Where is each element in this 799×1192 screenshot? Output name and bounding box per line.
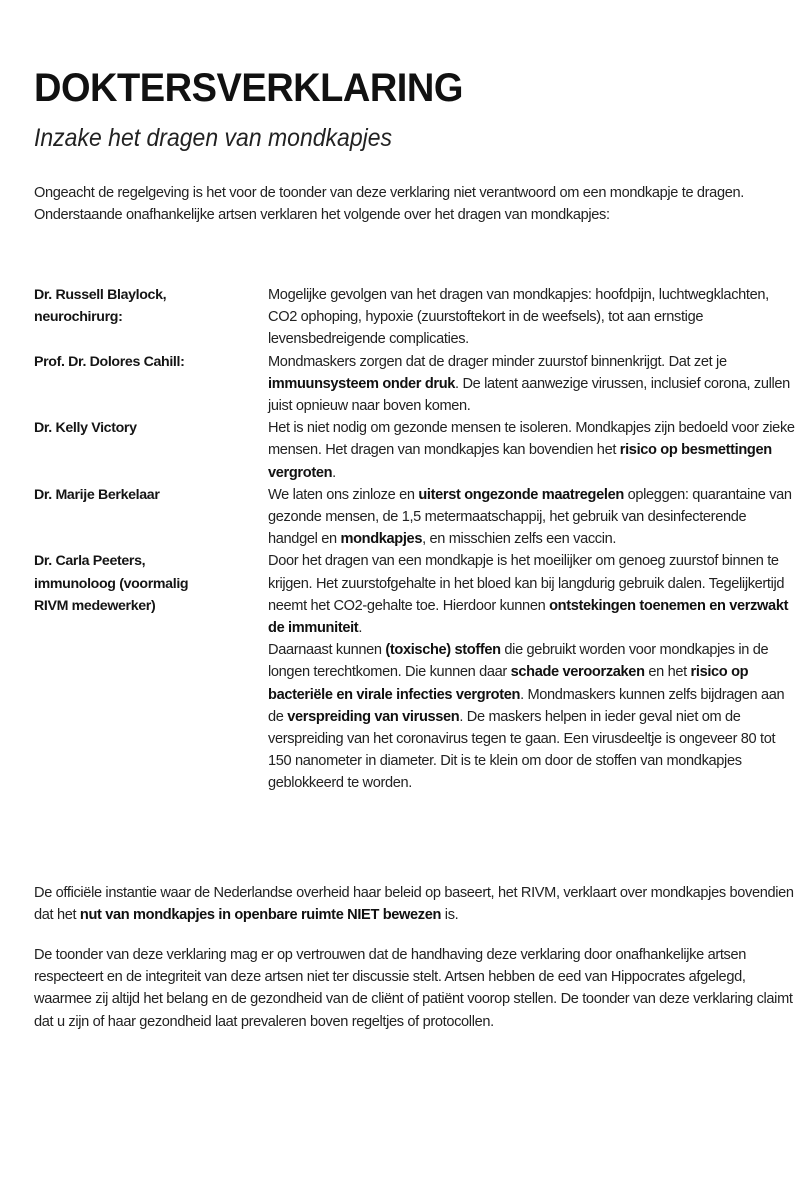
doctor-name: Prof. Dr. Dolores Cahill: bbox=[34, 353, 185, 370]
emphasis: risico op besmettingen vergroten bbox=[268, 442, 772, 481]
doctor-name: Dr. Kelly Victory bbox=[34, 420, 137, 437]
document-title: DOKTERSVERKLARING bbox=[34, 66, 463, 110]
statement-berkelaar bbox=[34, 484, 799, 551]
emphasis: mondkapjes bbox=[340, 531, 423, 548]
closing-paragraph: De toonder van deze verklaring mag er op vertrouwen dat de handhaving deze verklaring door onafhankelijke artsen respecteert en de integriteit van deze artsen niet ter discussie stelt. Artsen hebben de eed van Hippocrates afgelegd, waarmee zij altijd het belang en de gezondheid van de cliënt of patiënt voorop stellen. De toonder van deze verklaring claimt dat u zijn of haar gezondheid laat prevaleren boven regeltjes of protocollen. bbox=[34, 947, 793, 1030]
emphasis: verspreiding van virussen bbox=[287, 708, 460, 725]
emphasis: schade veroorzaken bbox=[510, 664, 645, 681]
emphasis: risico op bacteriële en virale infecties vergroten bbox=[268, 664, 749, 703]
emphasis: ontstekingen toenemen en verzwakt de immuniteit bbox=[268, 597, 789, 637]
doctor-name: Dr. Carla Peeters, immunoloog (voormalig RIVM medewerker) bbox=[34, 553, 189, 614]
doctor-name: Dr. Russell Blaylock, neurochirurg: bbox=[34, 287, 167, 326]
statement-text: Door het dragen van een mondkapje is het moeilijker om genoeg zuurstof binnen te krijgen. Het zuurstofgehalte in het bloed kan bij langdurig gebruik dalen. Tegelijkertijd neemt het CO2-gehalte toe. Hierdoor kunnen ontstekingen toenemen en verzwakt de immuniteit. Daarnaast kunnen (toxische) stoffen die gebruikt worden voor mondkapjes in de longen terechtkomen. Die kunnen daar schade veroorzaken en het risico op bacteriële en virale infecties vergroten. Mondmaskers kunnen zelfs bijdragen aan de verspreiding van virussen. De maskers helpen in ieder geval niet om de verspreiding van het coronavirus tegen te gaan. Een virusdeeltje is ongeveer 80 tot 150 nanometer in diameter. Dit is te klein om door de stoffen van mondkapjes geblokkeerd te worden. bbox=[268, 553, 789, 792]
statement-victory bbox=[34, 417, 799, 484]
statement-blaylock bbox=[34, 284, 799, 351]
statement-cahill bbox=[34, 351, 799, 418]
intro-paragraph: Ongeacht de regelgeving is het voor de toonder van deze verklaring niet verantwoord om een mondkapje te dragen. Onderstaande onafhankelijke artsen verklaren het volgende over het dragen van mondkapjes: bbox=[34, 185, 744, 224]
statement-text: Mogelijke gevolgen van het dragen van mondkapjes: hoofdpijn, luchtwegklachten, CO2 ophoping, hypoxie (zuurstoftekort in de weefsels), tot aan ernstige levensbedreigende complicaties. bbox=[268, 287, 769, 348]
statement-peeters bbox=[34, 550, 799, 794]
statement-text: We laten ons zinloze en uiterst ongezonde maatregelen opleggen: quarantaine van gezonde mensen, de 1,5 metermaatschappij, het gebruik van desinfecterende handgel en mondkapjes, en misschien zelfs een vaccin. bbox=[268, 486, 792, 548]
rivm-paragraph: De officiële instantie waar de Nederlandse overheid haar beleid op baseert, het RIVM, verklaart over mondkapjes bovendien dat het nut van mondkapjes in openbare ruimte NIET bewezen is. bbox=[34, 885, 794, 924]
statement-text: Het is niet nodig om gezonde mensen te isoleren. Mondkapjes zijn bedoeld voor zieke mensen. Het dragen van mondkapjes kan bovendien het risico op besmettingen vergroten. bbox=[268, 420, 795, 481]
doctor-name: Dr. Marije Berkelaar bbox=[34, 486, 160, 503]
statement-text: Mondmaskers zorgen dat de drager minder zuurstof binnenkrijgt. Dat zet je immuunsysteem onder druk. De latent aanwezige virussen, inclusief corona, zullen juist opnieuw naar boven komen. bbox=[268, 353, 790, 415]
document-subtitle: Inzake het dragen van mondkapjes bbox=[34, 124, 393, 152]
doctor-statements bbox=[34, 284, 799, 795]
emphasis: nut van mondkapjes in openbare ruimte NIET bewezen bbox=[79, 907, 442, 924]
emphasis: immuunsysteem onder druk bbox=[268, 375, 456, 392]
emphasis: (toxische) stoffen bbox=[385, 642, 501, 659]
emphasis: uiterst ongezonde maatregelen bbox=[418, 486, 624, 503]
